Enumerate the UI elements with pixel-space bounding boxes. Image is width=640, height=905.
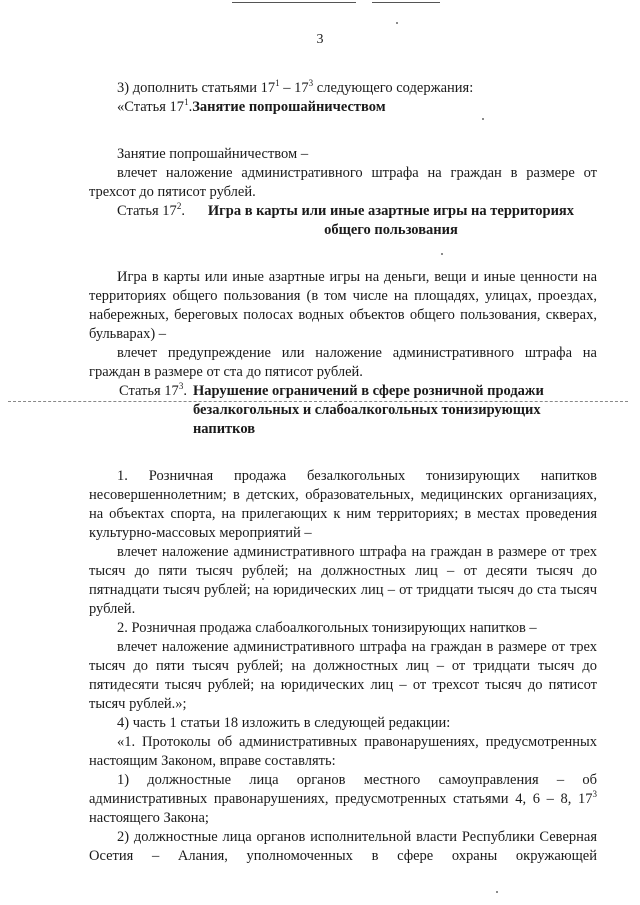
scan-edge-line-left: [232, 2, 356, 3]
article-17-3-part-1: 1. Розничная продажа безалкогольных тонизирующих напитков несовершеннолетним; в детских, образовательных, медицинских организациях, на объектах спорта, на прилегающих к ним территориях; в местах проведения культурно-массовых мероприятий –: [89, 468, 597, 541]
article-17-1-text: Занятие попрошайничеством –: [117, 146, 309, 162]
scan-speck: [496, 891, 498, 893]
document-body: [89, 79, 597, 866]
article-label: Статья $17^2$.: [117, 201, 185, 219]
item-4-intro: 4) часть 1 статьи 18 изложить в следующей редакции:: [117, 715, 451, 731]
page-number: 3: [316, 32, 324, 47]
scan-edge-line-right: [372, 2, 440, 3]
article-17-2-heading: [89, 202, 597, 240]
scan-speck: [396, 22, 398, 24]
article-17-1-penalty: влечет наложение административного штрафа на граждан в размере от трехсот до пятисот рублей.: [89, 165, 597, 200]
item-4-part-1: «1. Протоколы об административных правонарушениях, предусмотренных настоящим Законом, вправе составлять:: [89, 734, 597, 769]
article-17-2-penalty: влечет предупреждение или наложение административного штрафа на граждан в размере от ста до пятисот рублей.: [89, 345, 597, 380]
article-title: Игра в карты или иные азартные игры на территориях общего пользования: [207, 203, 575, 238]
item-4-subitem-1: 1) должностные лица органов местного самоуправления – об административных правонарушениях, предусмотренных статьями 4, 6 – 8, $17^3$ настоящего Закона;: [89, 772, 597, 826]
article-title: Нарушение ограничений в сфере розничной продажи безалкогольных и слабоалкогольных тонизирующих напитков: [192, 383, 544, 437]
article-label: «Статья $17^1$.: [117, 97, 193, 115]
article-17-3-part-2: 2. Розничная продажа слабоалкогольных тонизирующих напитков –: [117, 620, 537, 636]
article-17-1-heading: [89, 98, 597, 117]
article-17-3-part-1-penalty: влечет наложение административного штрафа на граждан в размере от трех тысяч до пяти тысяч рублей; на должностных лиц – от десяти тысяч до пятнадцати тысяч рублей; на юридических лиц – от тридцати тысяч до ста тысяч рублей.: [89, 544, 597, 617]
item-4-subitem-2: 2) должностные лица органов исполнительной власти Республики Северная Осетия – Алания, уполномоченных в сфере охраны окружающей: [89, 829, 597, 864]
amendment-intro: 3) дополнить статьями $17^1 - 17^3$ следующего содержания:: [117, 78, 474, 96]
article-17-2-text: Игра в карты или иные азартные игры на деньги, вещи и иные ценности на территориях общего пользования (в том числе на площадях, улицах, проездах, набережных, береговых полосах водных объектов общего пользования, скверах, бульварах) –: [89, 269, 597, 342]
article-17-3-heading: [89, 382, 597, 439]
article-title: Занятие попрошайничеством: [192, 99, 386, 115]
article-17-3-part-2-penalty: влечет наложение административного штрафа на граждан в размере от трех тысяч до пяти тысяч рублей; на должностных лиц – от тридцати тысяч до пятидесяти тысяч рублей; на юридических лиц – от трехсот тысяч до пятисот тысяч рублей.»;: [89, 639, 597, 712]
article-label: Статья $17^3$.: [119, 381, 187, 399]
